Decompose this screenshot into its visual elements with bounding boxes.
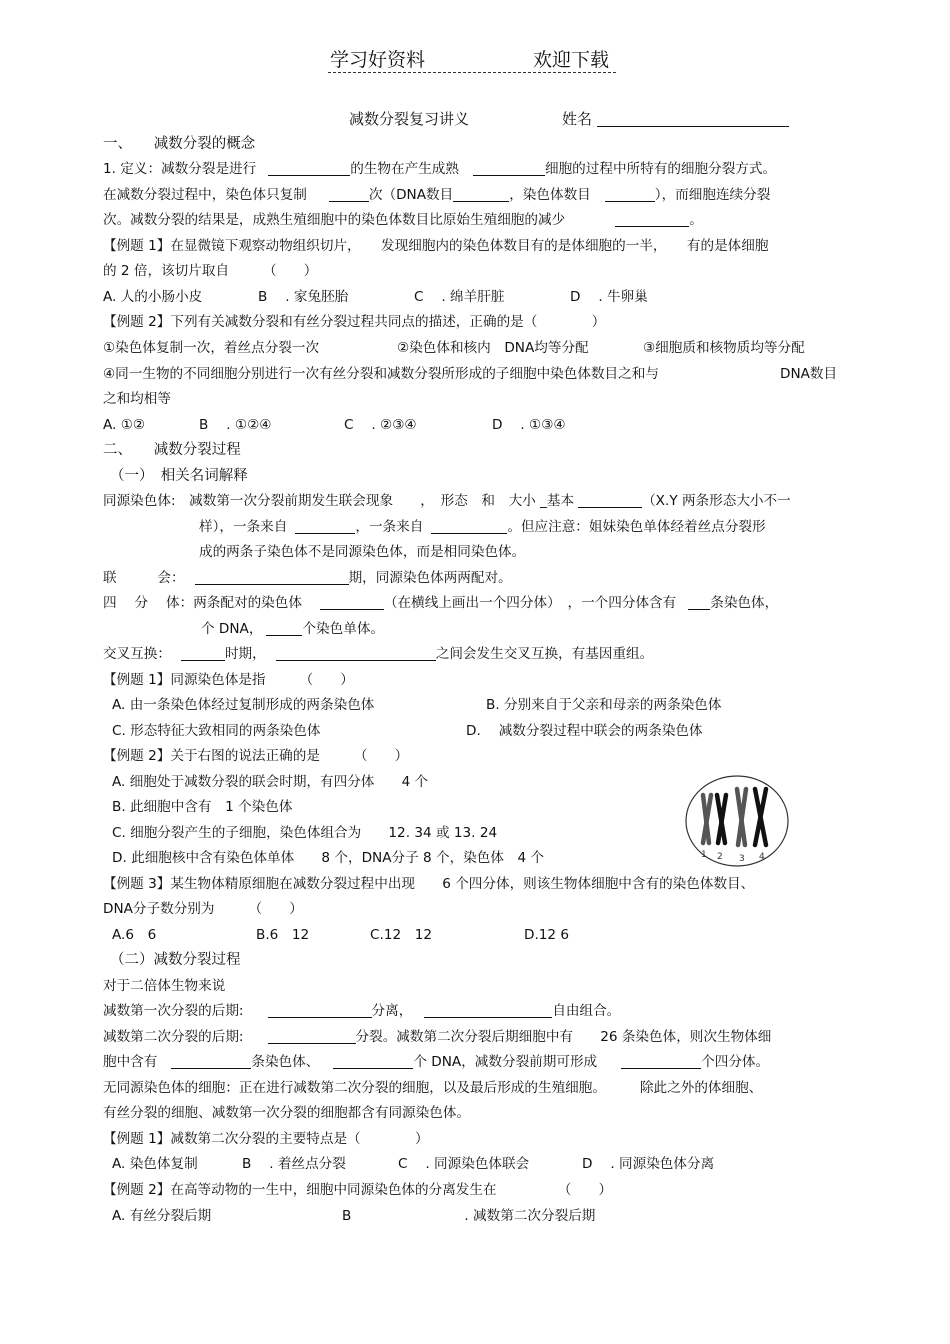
- sec2-ex3-line1: 【例题 3】某生物体精原细胞在减数分裂过程中出现 6 个四分体，则该生物体细胞中含有的染色体数目、: [103, 876, 755, 892]
- no-homolog-line1: 无同源染色体的细胞：正在进行减数第二次分裂的细胞，以及最后形成的生殖细胞。 除此之外的体细胞、: [103, 1080, 763, 1096]
- sec2-sub2: （二）减数分裂过程: [110, 952, 241, 968]
- blank[interactable]: [615, 212, 689, 227]
- meiosis2-anaphase-line1: 减数第二次分裂的后期: 分裂。减数第二次分裂后期细胞中有 26 条染色体，则次生物体细: [103, 1029, 772, 1045]
- sec2-sub1: （一） 相关名词解释: [110, 468, 248, 484]
- option: C . 绵羊肝脏: [414, 289, 505, 305]
- sec1-ex2-line3: ④同一生物的不同细胞分别进行一次有丝分裂和减数分裂所形成的子细胞中染色体数目之和与: [103, 366, 659, 382]
- blank[interactable]: [605, 187, 655, 202]
- option: A.6 6: [112, 927, 157, 943]
- chromosome-1: [703, 795, 711, 843]
- option: A. 人的小肠小皮: [103, 289, 203, 305]
- sec1-ex2-line3-right: DNA数目: [780, 366, 838, 382]
- blank[interactable]: [320, 595, 384, 610]
- option: A. 由一条染色体经过复制形成的两条染色体: [112, 697, 375, 713]
- synapsis-line: 联 会： 期，同源染色体两两配对。: [103, 570, 512, 586]
- chromosome-3: [737, 789, 746, 845]
- blank[interactable]: [268, 161, 350, 176]
- blank[interactable]: [431, 519, 507, 534]
- blank[interactable]: [295, 519, 355, 534]
- option: D.12 6: [524, 927, 570, 943]
- sec1-ex2-stmt: ③细胞质和核物质均等分配: [643, 340, 805, 356]
- blank[interactable]: [195, 570, 349, 585]
- chromosome-2: [717, 795, 726, 843]
- sec1-line1: 1. 定义：减数分裂是进行 的生物在产生成熟 细胞的过程中所特有的细胞分裂方式。: [103, 161, 777, 177]
- sec2-heading: 二、 减数分裂过程: [103, 442, 241, 458]
- meiosis2-anaphase-line2: 胞中含有 条染色体、 个 DNA，减数分裂前期可形成 个四分体。: [103, 1054, 770, 1070]
- option: A. ①②: [103, 417, 146, 433]
- blank[interactable]: [424, 1003, 552, 1018]
- option: C.12 12: [370, 927, 433, 943]
- tetrad-line2: 个 DNA， 个染色单体。: [201, 621, 385, 637]
- tetrad-figure: [683, 773, 791, 869]
- option: B . 减数第二次分裂后期: [342, 1208, 596, 1224]
- sec1-ex2-line4: 之和均相等: [103, 391, 171, 407]
- option: D . ①③④: [492, 417, 566, 433]
- figure-label: 2: [717, 852, 723, 862]
- figure-label: 3: [739, 854, 745, 864]
- sec2-ex1: 【例题 1】同源染色体是指 （ ）: [103, 672, 354, 688]
- option: C . ②③④: [344, 417, 417, 433]
- option: A. 染色体复制: [112, 1156, 198, 1172]
- homolog-line3: 成的两条子染色体不是同源染色体，而是相同染色体。: [199, 544, 526, 560]
- blank[interactable]: [329, 187, 369, 202]
- blank[interactable]: [276, 646, 436, 661]
- sec1-ex2-line1: 【例题 2】下列有关减数分裂和有丝分裂过程共同点的描述，正确的是（ ）: [103, 314, 606, 330]
- homolog-line1: 同源染色体: 减数第一次分裂前期发生联会现象 ， 形态 和 大小 _基本 （X.Y 两条形态大小不一: [103, 493, 791, 509]
- meiosis1-anaphase: 减数第一次分裂的后期: 分离， 自由组合。: [103, 1003, 621, 1019]
- option: D. 减数分裂过程中联会的两条染色体: [466, 723, 703, 739]
- blank[interactable]: [171, 1054, 251, 1069]
- figure-label: 4: [759, 852, 765, 862]
- sec1-ex2-stmt: ②染色体和核内 DNA均等分配: [397, 340, 589, 356]
- blank[interactable]: [688, 595, 710, 610]
- crossover-line: 交叉互换： 时期， 之间会发生交叉互换，有基因重组。: [103, 646, 654, 662]
- option: D . 同源染色体分离: [582, 1156, 715, 1172]
- header-rule: [328, 72, 616, 73]
- blank[interactable]: [268, 1003, 372, 1018]
- sec2-ex3-line2: DNA分子数分别为 （ ）: [103, 901, 303, 917]
- option: B . 着丝点分裂: [242, 1156, 346, 1172]
- sec1-line2: 在减数分裂过程中，染色体只复制 次（DNA数目 ，染色体数目 ），而细胞连续分裂: [103, 187, 771, 203]
- tetrad-line1: 四 分 体：两条配对的染色体 （在横线上画出一个四分体） ，一个四分体含有 条染色体，: [103, 595, 779, 611]
- blank[interactable]: [453, 187, 509, 202]
- option: B . 家兔胚胎: [258, 289, 349, 305]
- no-homolog-line2: 有丝分裂的细胞、减数第一次分裂的细胞都含有同源染色体。: [103, 1105, 471, 1121]
- blank[interactable]: [181, 646, 225, 661]
- chromosome-4: [755, 789, 766, 845]
- option: D . 牛卵巢: [570, 289, 648, 305]
- name-field[interactable]: [597, 112, 789, 127]
- blank[interactable]: [621, 1054, 701, 1069]
- option: D. 此细胞核中含有染色体单体 8 个，DNA分子 8 个，染色体 4 个: [112, 850, 545, 866]
- option: C. 形态特征大致相同的两条染色体: [112, 723, 321, 739]
- sec1-line3: 次。减数分裂的结果是，成熟生殖细胞中的染色体数目比原始生殖细胞的减少 。: [103, 212, 703, 228]
- blank[interactable]: [578, 493, 642, 508]
- figure-label: 1: [701, 850, 707, 860]
- blank[interactable]: [266, 621, 302, 636]
- option: B. 此细胞中含有 1 个染色体: [112, 799, 293, 815]
- name-label: 姓名: [562, 110, 789, 128]
- option: B. 分别来自于父亲和母亲的两条染色体: [486, 697, 722, 713]
- header-left: 学习好资料: [330, 49, 426, 71]
- sec2-ex5: 【例题 2】在高等动物的一生中，细胞中同源染色体的分离发生在 （ ）: [103, 1182, 613, 1198]
- sec1-heading: 一、 减数分裂的概念: [103, 136, 256, 152]
- blank[interactable]: [333, 1054, 413, 1069]
- homolog-line2: 样），一条来自 ，一条来自 。但应注意：姐妹染色单体经着丝点分裂形: [199, 519, 766, 535]
- option: B . ①②④: [199, 417, 272, 433]
- sec2-ex4: 【例题 1】减数第二次分裂的主要特点是（ ）: [103, 1131, 429, 1147]
- process-intro: 对于二倍体生物来说: [103, 978, 226, 994]
- sec1-ex1-line2: 的 2 倍，该切片取自 （ ）: [103, 263, 318, 279]
- option: C. 细胞分裂产生的子细胞，染色体组合为 12. 34 或 13. 24: [112, 825, 498, 841]
- doc-title: 减数分裂复习讲义: [349, 110, 470, 128]
- blank[interactable]: [473, 161, 545, 176]
- option: A. 有丝分裂后期: [112, 1208, 212, 1224]
- option: B.6 12: [256, 927, 310, 943]
- header-right: 欢迎下载: [533, 49, 610, 71]
- sec2-ex2: 【例题 2】关于右图的说法正确的是 （ ）: [103, 748, 409, 764]
- sec1-ex2-stmt: ①染色体复制一次，着丝点分裂一次: [103, 340, 320, 356]
- option: A. 细胞处于减数分裂的联会时期，有四分体 4 个: [112, 774, 429, 790]
- option: C . 同源染色体联会: [398, 1156, 530, 1172]
- blank[interactable]: [268, 1029, 356, 1044]
- sec1-ex1-line1: 【例题 1】在显微镜下观察动物组织切片， 发现细胞内的染色体数目有的是体细胞的一半， 有的是体细胞: [103, 238, 769, 254]
